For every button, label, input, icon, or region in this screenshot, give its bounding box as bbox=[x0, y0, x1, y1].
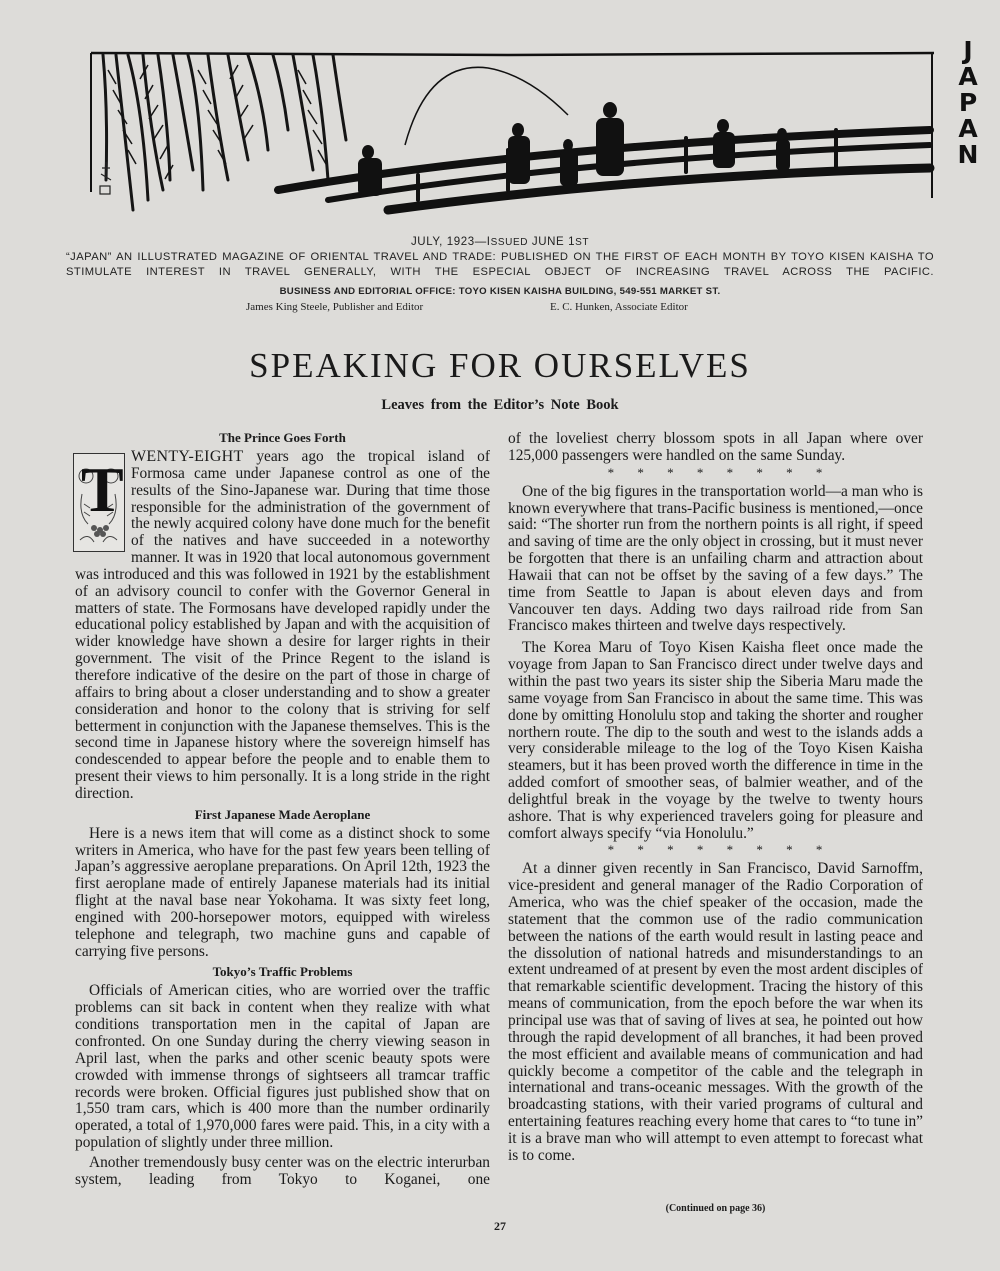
logo-letter: A bbox=[958, 62, 978, 91]
editors-line bbox=[60, 301, 940, 317]
masthead bbox=[60, 236, 940, 317]
issue-date-small: SSUED bbox=[490, 237, 529, 248]
page-subtitle: Leaves from the Editor’s Note Book bbox=[381, 397, 619, 413]
section-heading: First Japanese Made Aeroplane bbox=[194, 806, 371, 822]
logo-letter: A bbox=[958, 114, 978, 143]
page-title: SPEAKING FOR OURSELVES bbox=[249, 346, 751, 385]
issue-date bbox=[60, 236, 940, 248]
article-paragraph: Here is a news item that will come as a distinct shock to some writers in America, who have for the past few years been telling of Japan’s aggressive aeroplane preparations. On April 12th, 1923 the first aeroplane made of entirely Japanese materials had its initial flight at the naval base near Yokohama. It was sixty feet long, engined with 200-horsepower motors, equipped with wireless telephone and telegraph, two machine guns and capable of carrying five persons. bbox=[75, 824, 490, 960]
article-paragraph: Officials of American cities, who are worried over the traffic problems can sit back in content when they realize with what conditions transportation men in the capital of Japan are confronted. On one Sunday during the cherry viewing season in April last, when the parks and other scenic beauty spots were crowded with immense throngs of sightseers all tramcar traffic records were broken. Official figures just published show that on 1,550 tram cars, which is 400 more than the number ordinarily operated, a total of 1,970,000 fares were paid. This, in a city with a population of slightly under three million. bbox=[75, 982, 490, 1152]
japan-logo bbox=[952, 38, 984, 168]
page-number: 27 bbox=[494, 1219, 506, 1233]
associate-editor-credit: E. C. Hunken, Associate Editor bbox=[550, 301, 688, 313]
paragraph-text: years ago the tropical island of Formosa came under Japanese control as one of the results of the Sino-Japanese war. During that time those responsible for the administration of the government of the newly acquired colony have done much for the benefit of the natives and have succeeded in a noteworthy manner. It was in 1920 that local autonomous government was introduced and this was followed in 1921 by the establishment of an advisory council to confer with the Governor General in matters of state. The Formosans have developed rapidly under the educational policy established by Japan and with the acquisition of wider knowledge have shown a desire for larger rights in their government. The visit of the Prince Regent to the island is therefore indicative of the desire on the part of those in charge of affairs to bring about a closer understanding and to show a greater consideration and honor to the colony that is striving for self betterment in conjunction with the Japanese themselves. This is the second time in Japanese history where the sovereign himself has condescended to appear before the people and to enable them to present their views to him personally. It is a long stride in the right direction. bbox=[75, 448, 490, 802]
article-paragraph: of the loveliest cherry blossom spots in all Japan where over 125,000 passengers were handled on the same Sunday. bbox=[508, 430, 923, 464]
section-divider: * * * * * * * * bbox=[607, 464, 824, 480]
logo-letter: J bbox=[963, 36, 973, 65]
magazine-description: “JAPAN” AN ILLUSTRATED MAGAZINE OF ORIENTAL TRAVEL AND TRADE: PUBLISHED ON THE FIRST OF EACH MONTH BY TOYO KISEN KAISHA TO STIMULATE INTEREST IN TRAVEL GENERALLY, WITH THE ESPECIAL OBJECT OF INCREASING TRAVEL ACROSS THE PACIFIC. bbox=[66, 251, 934, 278]
logo-letter: N bbox=[957, 140, 979, 169]
article-paragraph: The Korea Maru of Toyo Kisen Kaisha fleet once made the voyage from Japan to San Francisco direct under twelve days and within the past two years its sister ship the Siberia Maru made the same voyage from San Francisco in about the same time. This was done by omitting Honolulu stop and taking the shorter and rougher northern route. The dip to the south and west to the islands adds a very considerable mileage to the log of the Toyo Kisen Kaisha steamers, but it has been proved worth the difference in time in the added comfort of smoother seas, of balmier weather, and of the delightful break in the voyage by the twelve to twenty hours ashore. That is why experienced travelers going for pleasure and comfort always specify “via Honolulu.” bbox=[508, 639, 923, 842]
left-column bbox=[75, 428, 490, 1189]
publisher-credit: James King Steele, Publisher and Editor bbox=[246, 301, 424, 313]
issue-date-end: JUNE 1 bbox=[528, 236, 576, 248]
bridge-willow-illustration-icon bbox=[88, 50, 936, 218]
dropcap-ornament-icon bbox=[73, 453, 125, 552]
issue-date-suffix: ST bbox=[575, 237, 590, 248]
section-heading: Tokyo’s Traffic Problems bbox=[212, 964, 353, 980]
continued-note: (Continued on page 36) bbox=[665, 1203, 766, 1214]
article-paragraph: Another tremendously busy center was on the electric interurban system, leading from Tokyo to Koganei, one bbox=[75, 1153, 490, 1188]
right-column bbox=[508, 431, 923, 1165]
dropcap-letter: T bbox=[81, 454, 124, 525]
office-address: BUSINESS AND EDITORIAL OFFICE: TOYO KISEN KAISHA BUILDING, 549-551 MARKET ST. bbox=[279, 286, 721, 297]
section-divider: * * * * * * * * bbox=[607, 842, 824, 858]
section-heading: The Prince Goes Forth bbox=[219, 430, 346, 445]
article-paragraph: One of the big figures in the transportation world—a man who is known everywhere that trans-Pacific business is mentioned,—once said: “The shorter run from the northern points is all right, if speed and saving of time are the only object in crossing, but it must never be forgotten that there is an unfailing charm and attraction about Hawaii that can not be offset by the saving of a few days.” The time from Seattle to Japan is about eleven days and from Vancouver ten days. Adding two days railroad ride from San Francisco makes thirteen and twelve days respectively. bbox=[508, 482, 923, 635]
dropcap-continuation: WENTY-EIGHT bbox=[131, 448, 244, 465]
logo-letter: P bbox=[958, 88, 978, 117]
article-paragraph bbox=[75, 449, 490, 803]
issue-date-main: JULY, 1923—I bbox=[410, 236, 491, 248]
article-paragraph: At a dinner given recently in San Francisco, David Sarnoffm, vice-president and general manager of the Radio Corporation of America, who was the chief speaker of the occasion, made the statement that the common use of the radio communication between the nations of the earth would result in lasting peace and the dissolution of national hatreds and misunderstandings to an extent undreamed of at present by even the most ardent disciples of that remarkable scientific development. Tracing the history of this means of communication, from the epoch before the war when its principal use was that of saving of lives at sea, he pointed out how through the rapid development of all branches, it had been proved the most efficient and available means of communication and had quickly become a competitor of the cable and the telegraph in international and trans-oceanic messages. With the growth of the broadcasting stations, with their varied programs of cultural and entertaining features reaching every home that cares to “to tune in” it is a brave man who will attempt to even attempt to forecast what is to come. bbox=[508, 860, 923, 1164]
